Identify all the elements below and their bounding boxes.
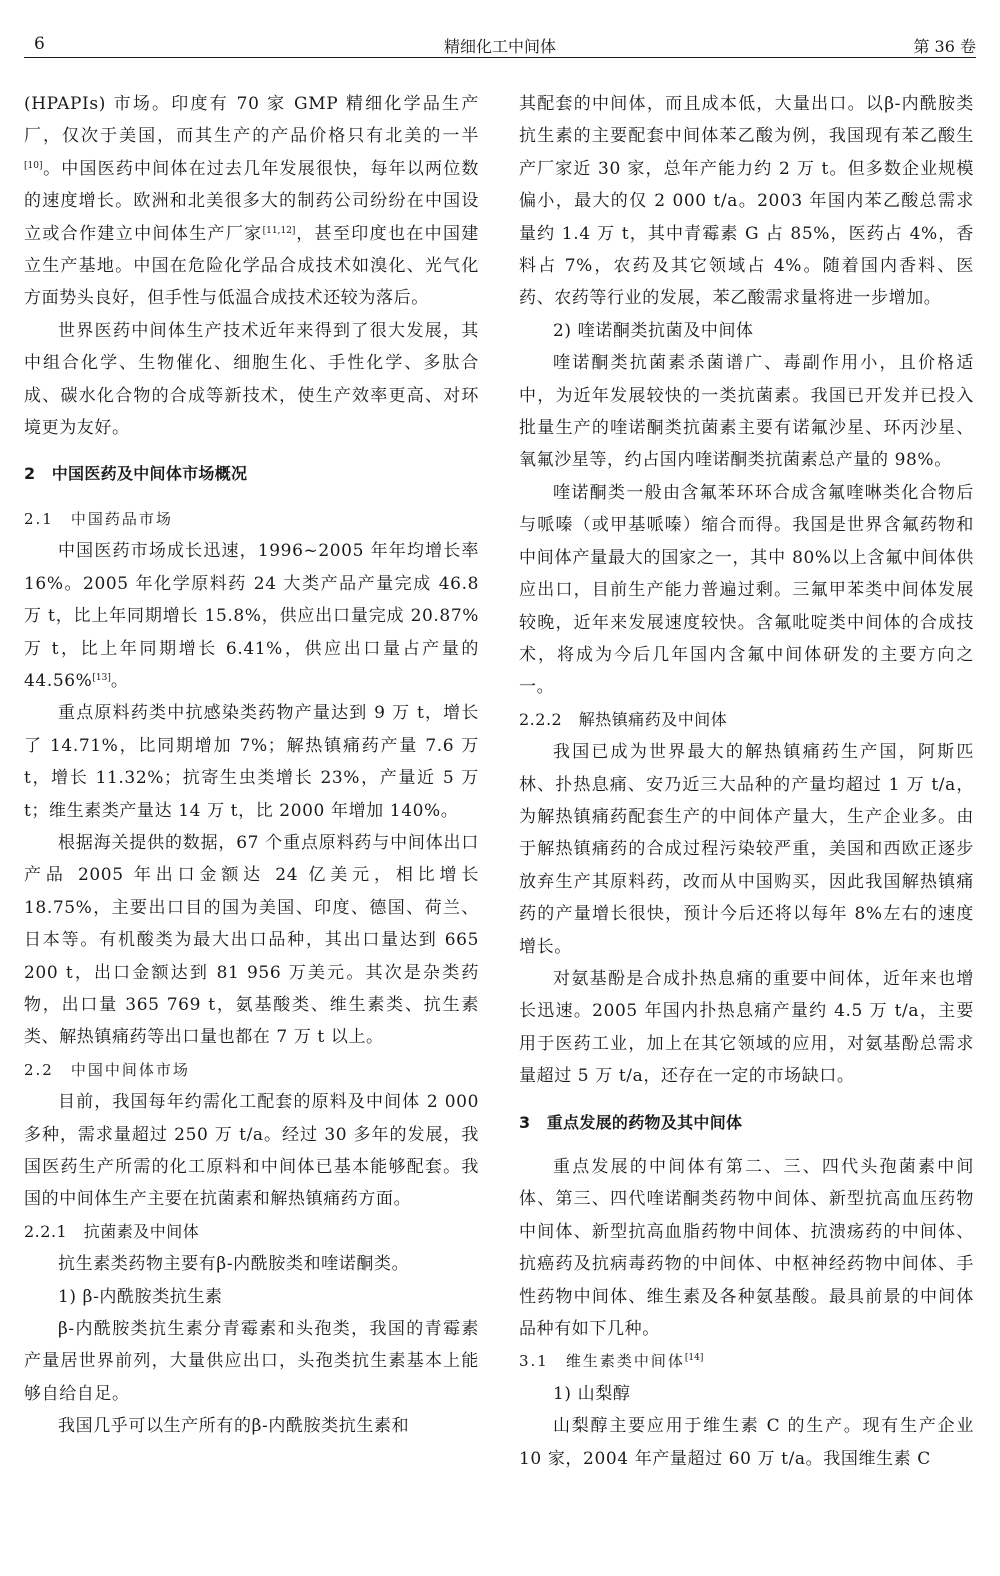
subsection-heading: 2.1 中国药品市场	[24, 509, 173, 528]
paragraph: 山梨醇主要应用于维生素 C 的生产。现有生产企业 10 家，2004 年产量超过 60 万 t/a。我国维生素 C	[519, 1416, 974, 1469]
citation: [11,12]	[262, 225, 296, 236]
list-item-heading: 1) 山梨醇	[553, 1383, 631, 1404]
paragraph: β-内酰胺类抗生素分青霉素和头孢类，我国的青霉素产量居世界前列，大量供应出口，头孢类抗生素基本上能够自给自足。	[24, 1319, 479, 1404]
paragraph: (HPAPIs) 市场。印度有 70 家 GMP 精细化学品生产厂，仅次于美国，而其生产的产品价格只有北美的一半[10]。中国医药中间体在过去几年发展很快，每年以两位数的速度增长。欧洲和北美很多大的制药公司纷纷在中国设立或合作建立中间体生产厂家[11,12]，甚至印度也在中国建立生产基地。中国在危险化学品合成技术如溴化、光气化方面势头良好，但手性与低温合成技术还较为落后。	[24, 94, 479, 309]
list-item-heading: 1) β-内酰胺类抗生素	[58, 1286, 223, 1307]
journal-title: 精细化工中间体	[443, 37, 556, 56]
subsubsection-heading: 2.2.2 解热镇痛药及中间体	[519, 709, 728, 729]
paragraph: 对氨基酚是合成扑热息痛的重要中间体，近年来也增长迅速。2005 年国内扑热息痛产量约 4.5 万 t/a，主要用于医药工业，加上在其它领域的应用，对氨基酚总需求量超过 5 万 t/a，还存在一定的市场缺口。	[519, 968, 974, 1087]
section-heading: 2 中国医药及中间体市场概况	[24, 464, 248, 484]
right-column	[519, 88, 974, 1475]
section-heading: 3 重点发展的药物及其中间体	[519, 1112, 743, 1132]
paragraph: 目前，我国每年约需化工配套的原料及中间体 2 000 多种，需求量超过 250 万 t/a。经过 30 多年的发展，我国医药生产所需的化工原料和中间体已基本能够配套。我国的中间体生产主要在抗菌素和解热镇痛药方面。	[24, 1092, 479, 1210]
paragraph: 中国医药市场成长迅速，1996~2005 年年均增长率 16%。2005 年化学原料药 24 大类产品产量完成 46.8 万 t，比上年同期增长 15.8%，供应出口量完成 20.87%万 t，比上年同期增长 6.41%，供应出口量占产量的 44.56%[13]。	[24, 541, 479, 691]
paragraph: 抗生素类药物主要有β-内酰胺类和喹诺酮类。	[58, 1254, 410, 1275]
paragraph: 我国几乎可以生产所有的β-内酰胺类抗生素和	[58, 1416, 410, 1437]
paragraph: 喹诺酮类一般由含氟苯环环合成含氟喹啉类化合物后与哌嗪（或甲基哌嗪）缩合而得。我国是世界含氟药物和中间体产量最大的国家之一，其中 80%以上含氟中间体供应出口，目前生产能力普遍过剩。三氟甲苯类中间体发展较晚，近年来发展速度较快。含氟吡啶类中间体的合成技术，将成为今后几年国内含氟中间体研发的主要方向之一。	[519, 482, 974, 698]
subsubsection-heading: 2.2.1 抗菌素及中间体	[24, 1221, 200, 1241]
header-rule	[24, 57, 976, 58]
subsection-heading: 3.1 维生素类中间体[14]	[519, 1352, 704, 1371]
paragraph: 根据海关提供的数据，67 个重点原料药与中间体出口产品 2005 年出口金额达 24 亿美元，相比增长 18.75%，主要出口目的国为美国、印度、德国、荷兰、日本等。有机酸类为最大出口品种，其出口量达到 665 200 t，出口金额达到 81 956 万美元。其次是杂类药物，出口量 365 769 t，氨基酸类、维生素类、抗生素类、解热镇痛药等出口量也都在 7 万 t 以上。	[24, 832, 479, 1048]
left-column	[24, 88, 479, 1443]
paragraph: 我国已成为世界最大的解热镇痛药生产国，阿斯匹林、扑热息痛、安乃近三大品种的产量均超过 1 万 t/a，为解热镇痛药配套生产的中间体产量大，生产企业多。由于解热镇痛药的合成过程污染较严重，美国和西欧正逐步放弃生产其原料药，改而从中国购买，因此我国解热镇痛药的产量增长很快，预计今后还将以每年 8%左右的速度增长。	[519, 742, 974, 957]
citation: [13]	[92, 672, 111, 683]
paragraph: 其配套的中间体，而且成本低，大量出口。以β-内酰胺类抗生素的主要配套中间体苯乙酸为例，我国现有苯乙酸生产厂家近 30 家，总年产能力约 2 万 t。但多数企业规模偏小，最大的仅 2 000 t/a。2003 年国内苯乙酸总需求量约 1.4 万 t，其中青霉素 G 占 85%，医药占 4%，香料占 7%，农药及其它领域占 4%。随着国内香料、医药、农药等行业的发展，苯乙酸需求量将进一步增加。	[519, 94, 974, 309]
citation: [10]	[24, 160, 43, 171]
citation: [14]	[684, 1353, 704, 1364]
page-number: 6	[34, 34, 45, 54]
paragraph: 世界医药中间体生产技术近年来得到了很大发展，其中组合化学、生物催化、细胞生化、手性化学、多肽合成、碳水化合物的合成等新技术，使生产效率更高、对环境更为友好。	[24, 320, 479, 439]
paragraph: 重点原料药类中抗感染类药物产量达到 9 万 t，增长了 14.71%，比同期增加 7%；解热镇痛药产量 7.6 万 t，增长 11.32%；抗寄生虫类增长 23%，产量近 5 万 t；维生素类产量达 14 万 t，比 2000 年增加 140%。	[24, 703, 479, 821]
subsection-heading: 2.2 中国中间体市场	[24, 1060, 190, 1079]
paragraph: 重点发展的中间体有第二、三、四代头孢菌素中间体、第三、四代喹诺酮类药物中间体、新型抗高血压药物中间体、新型抗高血脂药物中间体、抗溃疡药的中间体、抗癌药及抗病毒药物的中间体、中枢神经药物中间体、手性药物中间体、维生素及各种氨基酸。最具前景的中间体品种有如下几种。	[519, 1157, 974, 1340]
list-item-heading: 2) 喹诺酮类抗菌及中间体	[553, 320, 754, 341]
paragraph: 喹诺酮类抗菌素杀菌谱广、毒副作用小，且价格适中，为近年发展较快的一类抗菌素。我国已开发并已投入批量生产的喹诺酮类抗菌素主要有诺氟沙星、环丙沙星、氧氟沙星等，约占国内喹诺酮类抗菌素总产量的 98%。	[519, 353, 974, 471]
volume-label: 第 36 卷	[913, 37, 976, 56]
page-header	[24, 22, 976, 56]
